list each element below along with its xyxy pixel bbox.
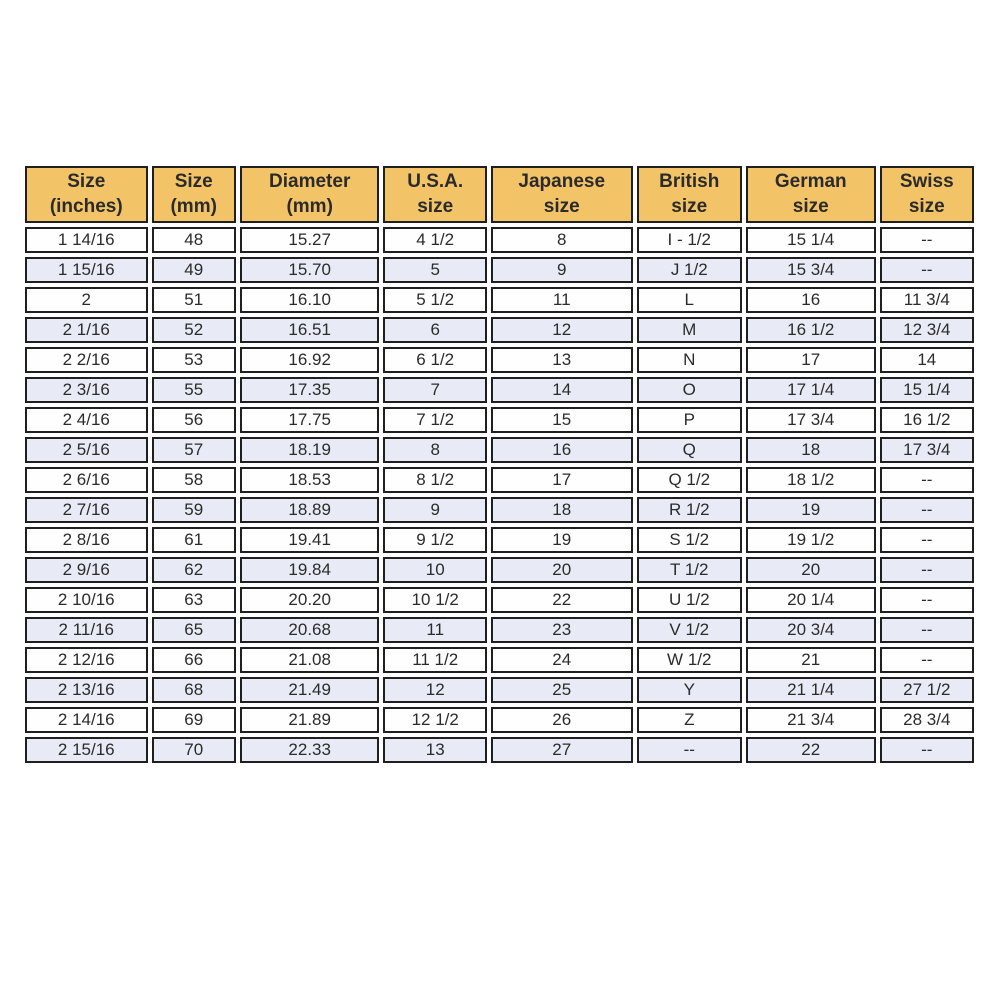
table-cell: V 1/2: [637, 617, 742, 643]
table-cell: 19: [746, 497, 876, 523]
table-cell: 16.51: [240, 317, 380, 343]
table-cell: --: [880, 527, 974, 553]
column-header: Diameter (mm): [240, 166, 380, 223]
table-cell: 16.92: [240, 347, 380, 373]
table-cell: 11: [383, 617, 486, 643]
table-cell: 12 1/2: [383, 707, 486, 733]
column-header: Japanese size: [491, 166, 633, 223]
table-cell: 13: [491, 347, 633, 373]
table-cell: Q: [637, 437, 742, 463]
table-cell: 27 1/2: [880, 677, 974, 703]
column-header: Size (mm): [152, 166, 236, 223]
table-cell: Z: [637, 707, 742, 733]
table-row: [25, 347, 974, 373]
table-cell: 2 7/16: [25, 497, 148, 523]
table-row: [25, 647, 974, 673]
table-cell: --: [880, 227, 974, 253]
table-cell: 17.75: [240, 407, 380, 433]
table-cell: 18 1/2: [746, 467, 876, 493]
column-header: Swiss size: [880, 166, 974, 223]
table-cell: 19.84: [240, 557, 380, 583]
table-cell: 9: [491, 257, 633, 283]
table-cell: 6: [383, 317, 486, 343]
table-cell: 16 1/2: [746, 317, 876, 343]
table-cell: 52: [152, 317, 236, 343]
table-cell: 22: [491, 587, 633, 613]
table-cell: N: [637, 347, 742, 373]
table-cell: 20 1/4: [746, 587, 876, 613]
table-cell: 20.68: [240, 617, 380, 643]
table-cell: 10 1/2: [383, 587, 486, 613]
table-cell: --: [880, 647, 974, 673]
table-cell: J 1/2: [637, 257, 742, 283]
table-cell: 2 5/16: [25, 437, 148, 463]
table-cell: 2 11/16: [25, 617, 148, 643]
table-cell: 22: [746, 737, 876, 763]
table-cell: 53: [152, 347, 236, 373]
table-cell: 18.53: [240, 467, 380, 493]
table-cell: 12: [491, 317, 633, 343]
table-cell: 15.27: [240, 227, 380, 253]
table-cell: 68: [152, 677, 236, 703]
table-cell: 11: [491, 287, 633, 313]
table-cell: 26: [491, 707, 633, 733]
table-cell: 19: [491, 527, 633, 553]
table-cell: 21 1/4: [746, 677, 876, 703]
column-header: British size: [637, 166, 742, 223]
table-cell: 2 9/16: [25, 557, 148, 583]
table-cell: 15 1/4: [746, 227, 876, 253]
table-cell: 59: [152, 497, 236, 523]
table-cell: 61: [152, 527, 236, 553]
table-cell: 5 1/2: [383, 287, 486, 313]
table-row: [25, 377, 974, 403]
table-cell: 15 3/4: [746, 257, 876, 283]
table-cell: 16: [746, 287, 876, 313]
table-cell: 55: [152, 377, 236, 403]
table-row: [25, 467, 974, 493]
table-cell: --: [880, 467, 974, 493]
table-cell: 7 1/2: [383, 407, 486, 433]
table-cell: 25: [491, 677, 633, 703]
table-cell: --: [880, 557, 974, 583]
table-cell: 2: [25, 287, 148, 313]
table-cell: 1 14/16: [25, 227, 148, 253]
table-cell: 17.35: [240, 377, 380, 403]
table-cell: 2 10/16: [25, 587, 148, 613]
table-cell: --: [880, 587, 974, 613]
table-cell: 14: [880, 347, 974, 373]
table-header: [25, 166, 974, 223]
table-row: [25, 527, 974, 553]
table-cell: 2 4/16: [25, 407, 148, 433]
table-cell: 2 12/16: [25, 647, 148, 673]
table-cell: 9 1/2: [383, 527, 486, 553]
table-cell: 15: [491, 407, 633, 433]
table-cell: 65: [152, 617, 236, 643]
table-cell: 4 1/2: [383, 227, 486, 253]
table-cell: --: [637, 737, 742, 763]
table-cell: 2 6/16: [25, 467, 148, 493]
table-cell: Y: [637, 677, 742, 703]
table-cell: 18.19: [240, 437, 380, 463]
table-cell: 12: [383, 677, 486, 703]
table-cell: --: [880, 257, 974, 283]
table-cell: 57: [152, 437, 236, 463]
table-cell: P: [637, 407, 742, 433]
table-cell: 14: [491, 377, 633, 403]
table-cell: 27: [491, 737, 633, 763]
table-cell: 19.41: [240, 527, 380, 553]
table-cell: 23: [491, 617, 633, 643]
table-cell: 58: [152, 467, 236, 493]
table-cell: 12 3/4: [880, 317, 974, 343]
table-row: [25, 617, 974, 643]
table-cell: 18.89: [240, 497, 380, 523]
table-cell: 8 1/2: [383, 467, 486, 493]
header-row: [25, 166, 974, 223]
table-row: [25, 497, 974, 523]
table-row: [25, 407, 974, 433]
table-cell: 70: [152, 737, 236, 763]
table-cell: 17: [746, 347, 876, 373]
table-cell: 48: [152, 227, 236, 253]
table-row: [25, 287, 974, 313]
table-cell: 17: [491, 467, 633, 493]
table-cell: 49: [152, 257, 236, 283]
table-cell: 8: [383, 437, 486, 463]
table-cell: --: [880, 617, 974, 643]
table-cell: 66: [152, 647, 236, 673]
table-cell: --: [880, 737, 974, 763]
table-cell: L: [637, 287, 742, 313]
table-cell: 2 2/16: [25, 347, 148, 373]
table-cell: 2 14/16: [25, 707, 148, 733]
table-cell: 18: [491, 497, 633, 523]
table-cell: 17 3/4: [746, 407, 876, 433]
column-header: German size: [746, 166, 876, 223]
table-cell: 15.70: [240, 257, 380, 283]
table-cell: 16 1/2: [880, 407, 974, 433]
table-cell: 2 3/16: [25, 377, 148, 403]
table-cell: T 1/2: [637, 557, 742, 583]
table-cell: 21.08: [240, 647, 380, 673]
table-row: [25, 587, 974, 613]
table-body: [25, 227, 974, 763]
table-cell: 56: [152, 407, 236, 433]
table-cell: 63: [152, 587, 236, 613]
table-row: [25, 437, 974, 463]
table-cell: 19 1/2: [746, 527, 876, 553]
table-cell: 28 3/4: [880, 707, 974, 733]
table-cell: O: [637, 377, 742, 403]
table-cell: 21 3/4: [746, 707, 876, 733]
table-cell: 7: [383, 377, 486, 403]
table-cell: 15 1/4: [880, 377, 974, 403]
table-cell: 21.49: [240, 677, 380, 703]
table-cell: 5: [383, 257, 486, 283]
table-cell: M: [637, 317, 742, 343]
table-cell: 2 8/16: [25, 527, 148, 553]
table-cell: 51: [152, 287, 236, 313]
table-cell: 24: [491, 647, 633, 673]
table-cell: 18: [746, 437, 876, 463]
table-cell: 20 3/4: [746, 617, 876, 643]
table-cell: 17 3/4: [880, 437, 974, 463]
table-cell: 16.10: [240, 287, 380, 313]
table-cell: 22.33: [240, 737, 380, 763]
column-header: U.S.A. size: [383, 166, 486, 223]
ring-size-conversion-table: [21, 162, 978, 767]
table-cell: 17 1/4: [746, 377, 876, 403]
table-cell: Q 1/2: [637, 467, 742, 493]
table-cell: --: [880, 497, 974, 523]
table-row: [25, 257, 974, 283]
table-cell: 16: [491, 437, 633, 463]
table-cell: W 1/2: [637, 647, 742, 673]
table-cell: 2 13/16: [25, 677, 148, 703]
table-row: [25, 707, 974, 733]
table-cell: 2 1/16: [25, 317, 148, 343]
table-cell: 21.89: [240, 707, 380, 733]
table-cell: 1 15/16: [25, 257, 148, 283]
table-cell: 21: [746, 647, 876, 673]
table-cell: 20: [746, 557, 876, 583]
table-cell: 11 1/2: [383, 647, 486, 673]
table-row: [25, 737, 974, 763]
table-cell: 20.20: [240, 587, 380, 613]
table-row: [25, 677, 974, 703]
table-cell: 13: [383, 737, 486, 763]
column-header: Size (inches): [25, 166, 148, 223]
table-cell: R 1/2: [637, 497, 742, 523]
table-cell: I - 1/2: [637, 227, 742, 253]
table-cell: 20: [491, 557, 633, 583]
table-cell: 11 3/4: [880, 287, 974, 313]
table-cell: 6 1/2: [383, 347, 486, 373]
table-cell: 2 15/16: [25, 737, 148, 763]
table-cell: S 1/2: [637, 527, 742, 553]
table-row: [25, 227, 974, 253]
table-cell: 69: [152, 707, 236, 733]
table-cell: 62: [152, 557, 236, 583]
table-cell: 10: [383, 557, 486, 583]
table-cell: 9: [383, 497, 486, 523]
table-cell: 8: [491, 227, 633, 253]
table-row: [25, 557, 974, 583]
table-row: [25, 317, 974, 343]
table-cell: U 1/2: [637, 587, 742, 613]
